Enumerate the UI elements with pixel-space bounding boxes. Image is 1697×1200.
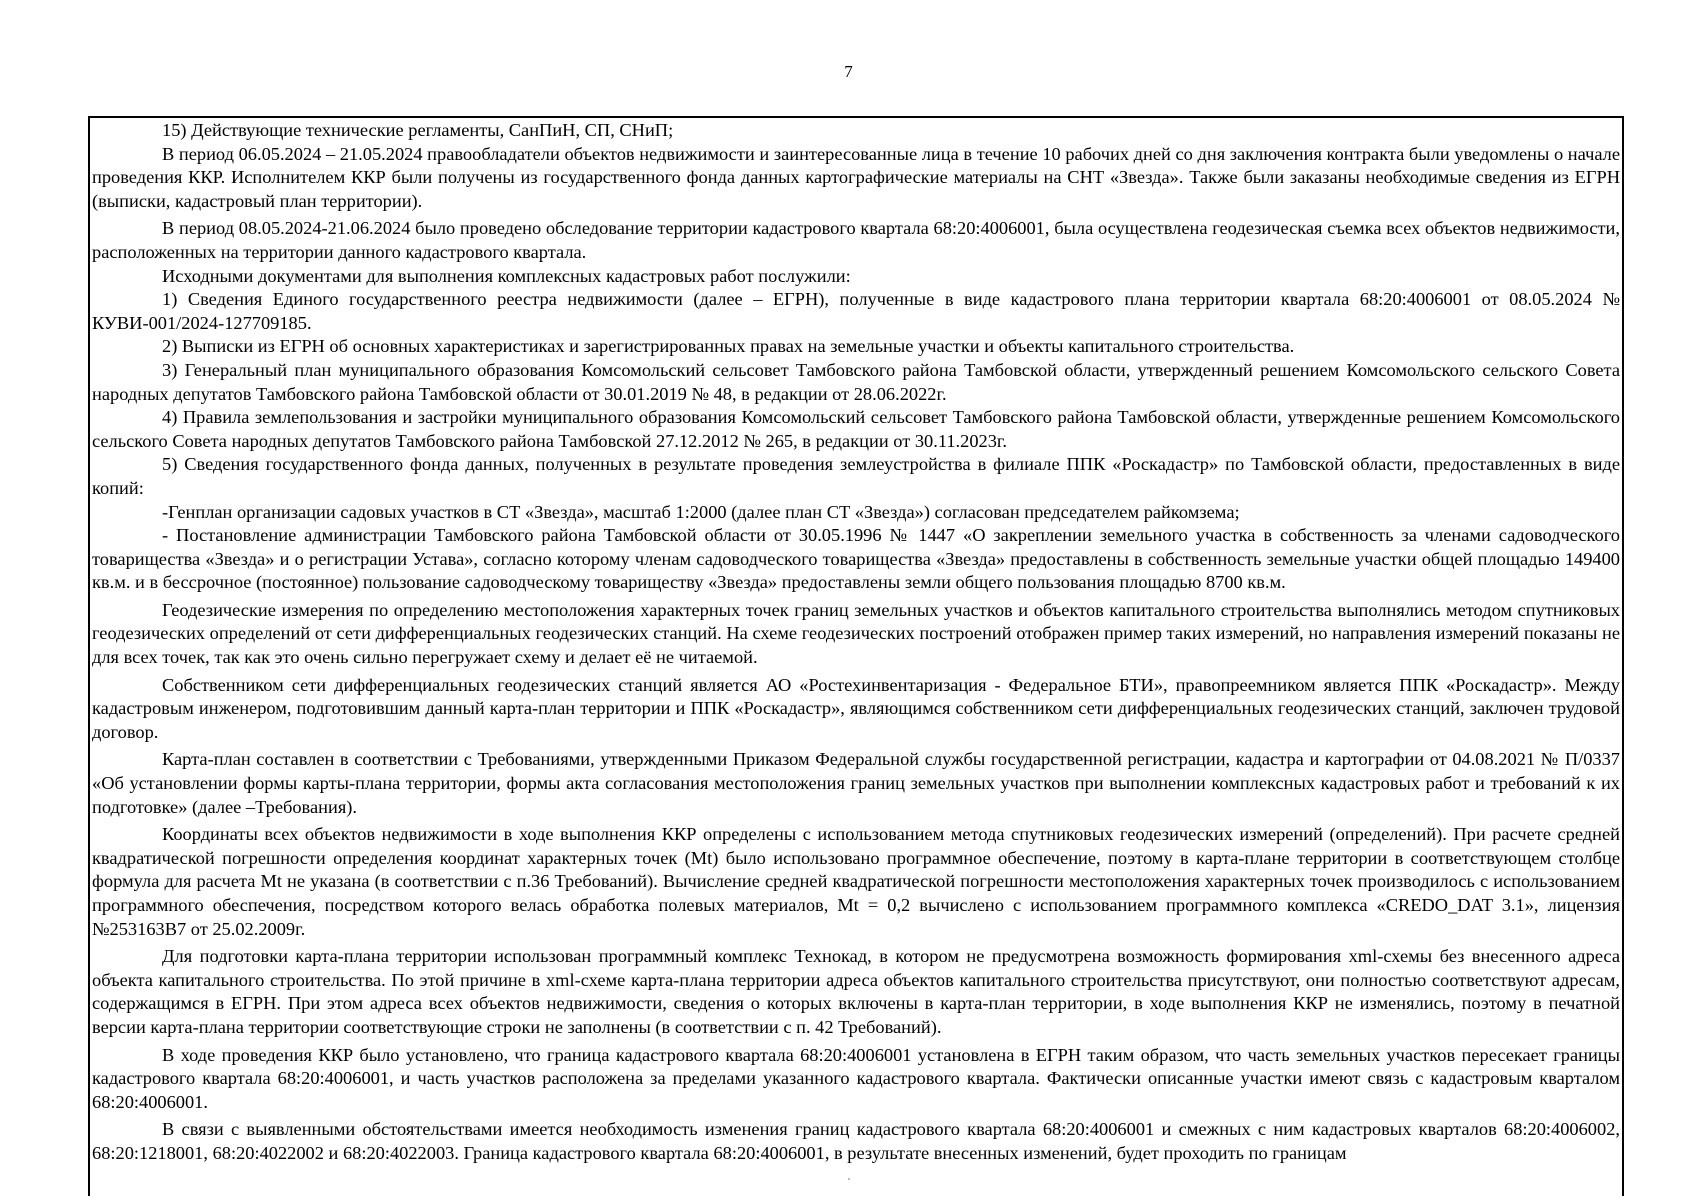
list-item-state-fund-data: 5) Сведения государственного фонда данных, полученных в результате проведения землеустройства в филиале ППК «Роскадастр» по Тамбовской области, предоставленных в виде копий: bbox=[92, 454, 1620, 498]
list-item-egrn-plan: 1) Сведения Единого государственного реестра недвижимости (далее – ЕГРН), полученные в виде кадастрового плана территории квартала 68:20:4006001 от 08.05.2024 № КУВИ-001/2024-127709185. bbox=[92, 289, 1620, 333]
paragraph-tehnokad-software: Для подготовки карта-плана территории использован программный комплекс Технокад, в котором не предусмотрена возможность формирования xml-схемы без внесенного адреса объекта капитального строительства. По этой причине в xml-схеме карта-плана территории адреса объектов капитального строительства присутствуют, они полностью соответствуют адресам, содержащимся в ЕГРН. При этом адреса всех объектов недвижимости, сведения о которых включены в карта-план территории, в ходе выполнения ККР не изменялись, поэтому в печатной версии карта-плана территории соответствующие строки не заполнены (в соответствии с п. 42 Требований). bbox=[92, 946, 1620, 1037]
paragraph-coordinates-accuracy: Координаты всех объектов недвижимости в ходе выполнения ККР определены с использованием метода спутниковых геодезических измерений (определений). При расчете средней квадратической погрешности определения координат характерных точек (Mt) было использовано программное обеспечение, поэтому в карта-плане территории в соответствующем столбце формула для расчета Mt не указана (в соответствии с п.36 Требований). Вычисление средней квадратической погрешности местоположения характерных точек производилось с использованием программного обеспечения, посредством которого велась обработка полевых материалов, Mt = 0,2 вычислено с использованием программного комплекса «CREDO_DAT 3.1», лицензия №253163B7 от 25.02.2009г. bbox=[92, 824, 1620, 939]
paragraph-map-plan-requirements: Карта-план составлен в соответствии с Требованиями, утвержденными Приказом Федеральной службы государственной регистрации, кадастра и картографии от 04.08.2021 № П/0337 «Об установлении формы карты-плана территории, формы акта согласования местоположения границ земельных участков при выполнении комплексных кадастровых работ и требований к их подготовке» (далее –Требования). bbox=[92, 749, 1620, 817]
page-number: 7 bbox=[844, 62, 853, 81]
document-frame bbox=[88, 116, 1624, 1196]
paragraph-regulations: 15) Действующие технические регламенты, СанПиН, СП, СНиП; bbox=[162, 120, 674, 140]
scan-speck bbox=[848, 1178, 850, 1180]
paragraph-quarter-boundary: В ходе проведения ККР было установлено, что граница кадастрового квартала 68:20:4006001 установлена в ЕГРН таким образом, что часть земельных участков пересекает границы кадастрового квартала 68:20:4006001, и часть участков расположена за пределами указанного кадастрового квартала. Фактически описанные участки имеют связь с кадастровым кварталом 68:20:4006001. bbox=[92, 1044, 1620, 1112]
list-item-general-plan: 3) Генеральный план муниципального образования Комсомольский сельсовет Тамбовского района Тамбовской области, утвержденный решением Комсомольского сельского Совета народных депутатов Тамбовского района Тамбовской области от 30.01.2019 № 48, в редакции от 28.06.2022г. bbox=[92, 359, 1620, 404]
list-item-land-use-rules: 4) Правила землепользования и застройки муниципального образования Комсомольский сельсовет Тамбовского района Тамбовской области, утвержденные решением Комсомольского сельского Совета народных депутатов Тамбовского района Тамбовской 27.12.2012 № 265, в редакции от 30.11.2023г. bbox=[92, 407, 1620, 451]
list-item-egrn-extracts: 2) Выписки из ЕГРН об основных характеристиках и зарегистрированных правах на земельные участки и объекты капитального строительства. bbox=[162, 336, 1295, 357]
list-item-genplan-st-zvezda: -Генплан организации садовых участков в СТ «Звезда», масштаб 1:2000 (далее план СТ «Звезда») согласован председателем райкомзема; bbox=[162, 501, 1240, 522]
paragraph-source-documents-intro: Исходными документами для выполнения комплексных кадастровых работ послужили: bbox=[162, 265, 851, 286]
paragraph-geodetic-measurements: Геодезические измерения по определению местоположения характерных точек границ земельных участков и объектов капитального строительства выполнялись методом спутниковых геодезических определений от сети дифференциальных геодезических станций. На схеме геодезических построений отображен пример таких измерений, но направления измерений показаны не для всех точек, так как это очень сильно перегружает схему и делает её не читаемой. bbox=[92, 599, 1620, 668]
paragraph-network-owner: Собственником сети дифференциальных геодезических станций является АО «Ростехинвентаризация - Федеральное БТИ», правопреемником является ППК «Роскадастр». Между кадастровым инженером, подготовившим данный карта-план территории и ППК «Роскадастр», являющимся собственником сети дифференциальных геодезических станций, заключен трудовой договор. bbox=[92, 674, 1620, 742]
paragraph-notification-period: В период 06.05.2024 – 21.05.2024 правообладатели объектов недвижимости и заинтересованные лица в течение 10 рабочих дней со дня заключения контракта были уведомлены о начале проведения ККР. Исполнителем ККР были получены из государственного фонда данных картографические материалы на СНТ «Звезда». Также были заказаны необходимые сведения из ЕГРН (выписки, кадастровый план территории). bbox=[92, 143, 1620, 211]
paragraph-boundary-changes: В связи с выявленными обстоятельствами имеется необходимость изменения границ кадастрового квартала 68:20:4006001 и смежных с ним кадастровых кварталов 68:20:4006002, 68:20:1218001, 68:20:4022002 и 68:20:4022003. Граница кадастрового квартала 68:20:4006001, в результате внесенных изменений, будет проходить по границам bbox=[92, 1119, 1620, 1163]
list-item-resolution-1447: - Постановление администрации Тамбовского района Тамбовской области от 30.05.1996 № 1447 «О закреплении земельного участка в собственность за членами садоводческого товарищества «Звезда» и о регистрации Устава», согласно которому членам садоводческого товарищества «Звезда» предоставлены в собственность земельные участки общей площадью 149400 кв.м. и в бессрочное (постоянное) пользование садоводческому товариществу «Звезда» предоставлены земли общего пользования площадью 8700 кв.м. bbox=[92, 525, 1620, 593]
paragraph-survey-period: В период 08.05.2024-21.06.2024 было проведено обследование территории кадастрового квартала 68:20:4006001, была осуществлена геодезическая съемка всех объектов недвижимости, расположенных на территории данного кадастрового квартала. bbox=[92, 218, 1620, 262]
